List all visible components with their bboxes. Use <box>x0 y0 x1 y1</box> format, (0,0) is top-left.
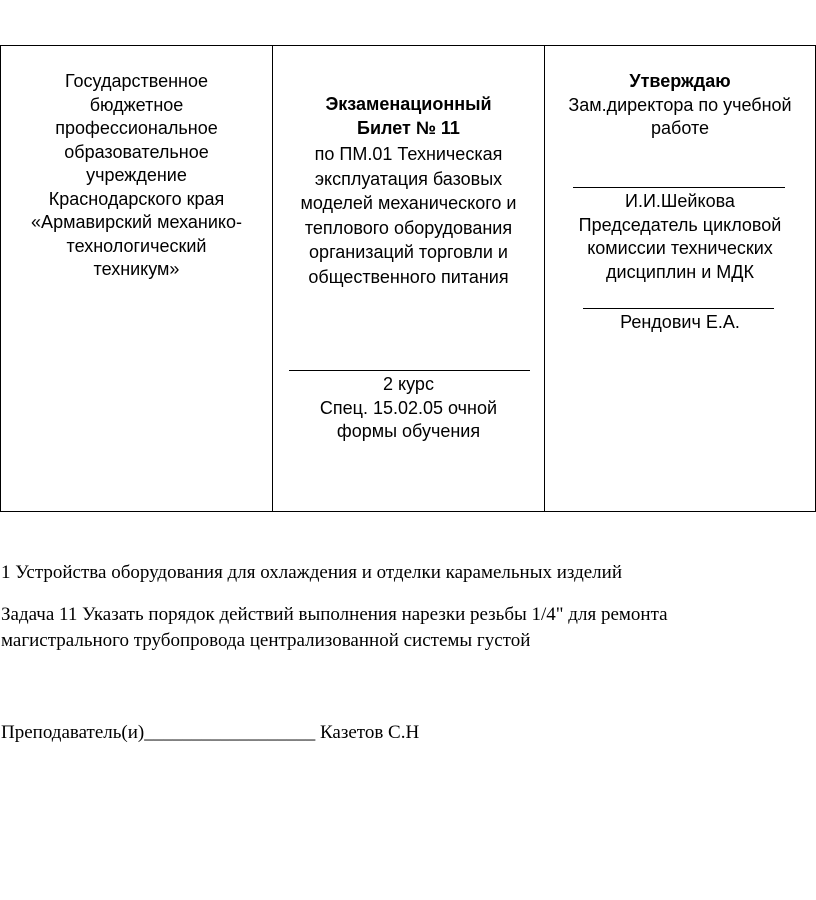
chair-signer <box>545 311 815 335</box>
subject-line: по ПМ.01 Техническая <box>314 144 503 164</box>
teacher-signature: Преподаватель(и)__________________ Казетов С.Н <box>1 722 420 743</box>
subject-line: общественного питания <box>308 266 509 287</box>
institution-cell <box>1 46 273 511</box>
institution-line: бюджетное <box>89 94 184 115</box>
subject-line: организаций торговли и <box>309 242 508 262</box>
ticket-subject <box>273 142 544 289</box>
position-line: Зам.директора по учебной <box>568 94 792 115</box>
chair-line: комиссии технических <box>587 238 773 258</box>
course-line: 2 курс <box>383 374 434 394</box>
signature-line <box>583 308 774 309</box>
ticket-title-line: Билет № 11 <box>357 117 460 138</box>
ticket-header-table <box>0 45 816 512</box>
signature-line <box>289 370 530 371</box>
task-line: Задача 11 Указать порядок действий выполнения нарезки резьбы 1/4" для ремонта <box>1 604 668 625</box>
subject-line: теплового оборудования <box>304 217 513 238</box>
approval-heading: Утверждаю <box>629 71 731 91</box>
course-line: формы обучения <box>336 421 481 441</box>
signer-name: И.И.Шейкова <box>625 191 735 211</box>
course-line: Спец. 15.02.05 очной <box>319 397 498 418</box>
ticket-cell <box>273 46 545 511</box>
task-line: магистрального трубопровода централизованной системы густой <box>1 630 531 651</box>
institution-line: образовательное <box>64 141 209 162</box>
institution-line: учреждение <box>86 165 187 185</box>
chair-block <box>545 190 815 284</box>
ticket-title-line: Экзаменационный <box>325 94 492 114</box>
institution-line: Краснодарского края <box>48 188 225 209</box>
signer-name: Рендович Е.А. <box>620 312 740 332</box>
subject-line: эксплуатация базовых <box>314 168 503 189</box>
institution-line: технологический <box>66 235 207 256</box>
question-1: 1 Устройства оборудования для охлаждения и отделки карамельных изделий <box>1 562 622 583</box>
ticket-title <box>273 93 544 140</box>
chair-line: дисциплин и МДК <box>606 261 754 282</box>
institution-line: «Армавирский механико- <box>31 212 242 232</box>
approval-cell <box>545 46 815 511</box>
chair-line: Председатель цикловой <box>578 214 782 235</box>
institution-line: профессиональное <box>55 118 218 138</box>
institution-line: техникум» <box>93 259 180 279</box>
institution-line: Государственное <box>65 71 208 91</box>
institution-name <box>1 70 272 282</box>
position-line: работе <box>651 118 709 138</box>
course-info <box>273 373 544 444</box>
approval-block <box>545 70 815 141</box>
subject-line: моделей механического и <box>300 193 517 213</box>
signature-line <box>573 187 785 188</box>
